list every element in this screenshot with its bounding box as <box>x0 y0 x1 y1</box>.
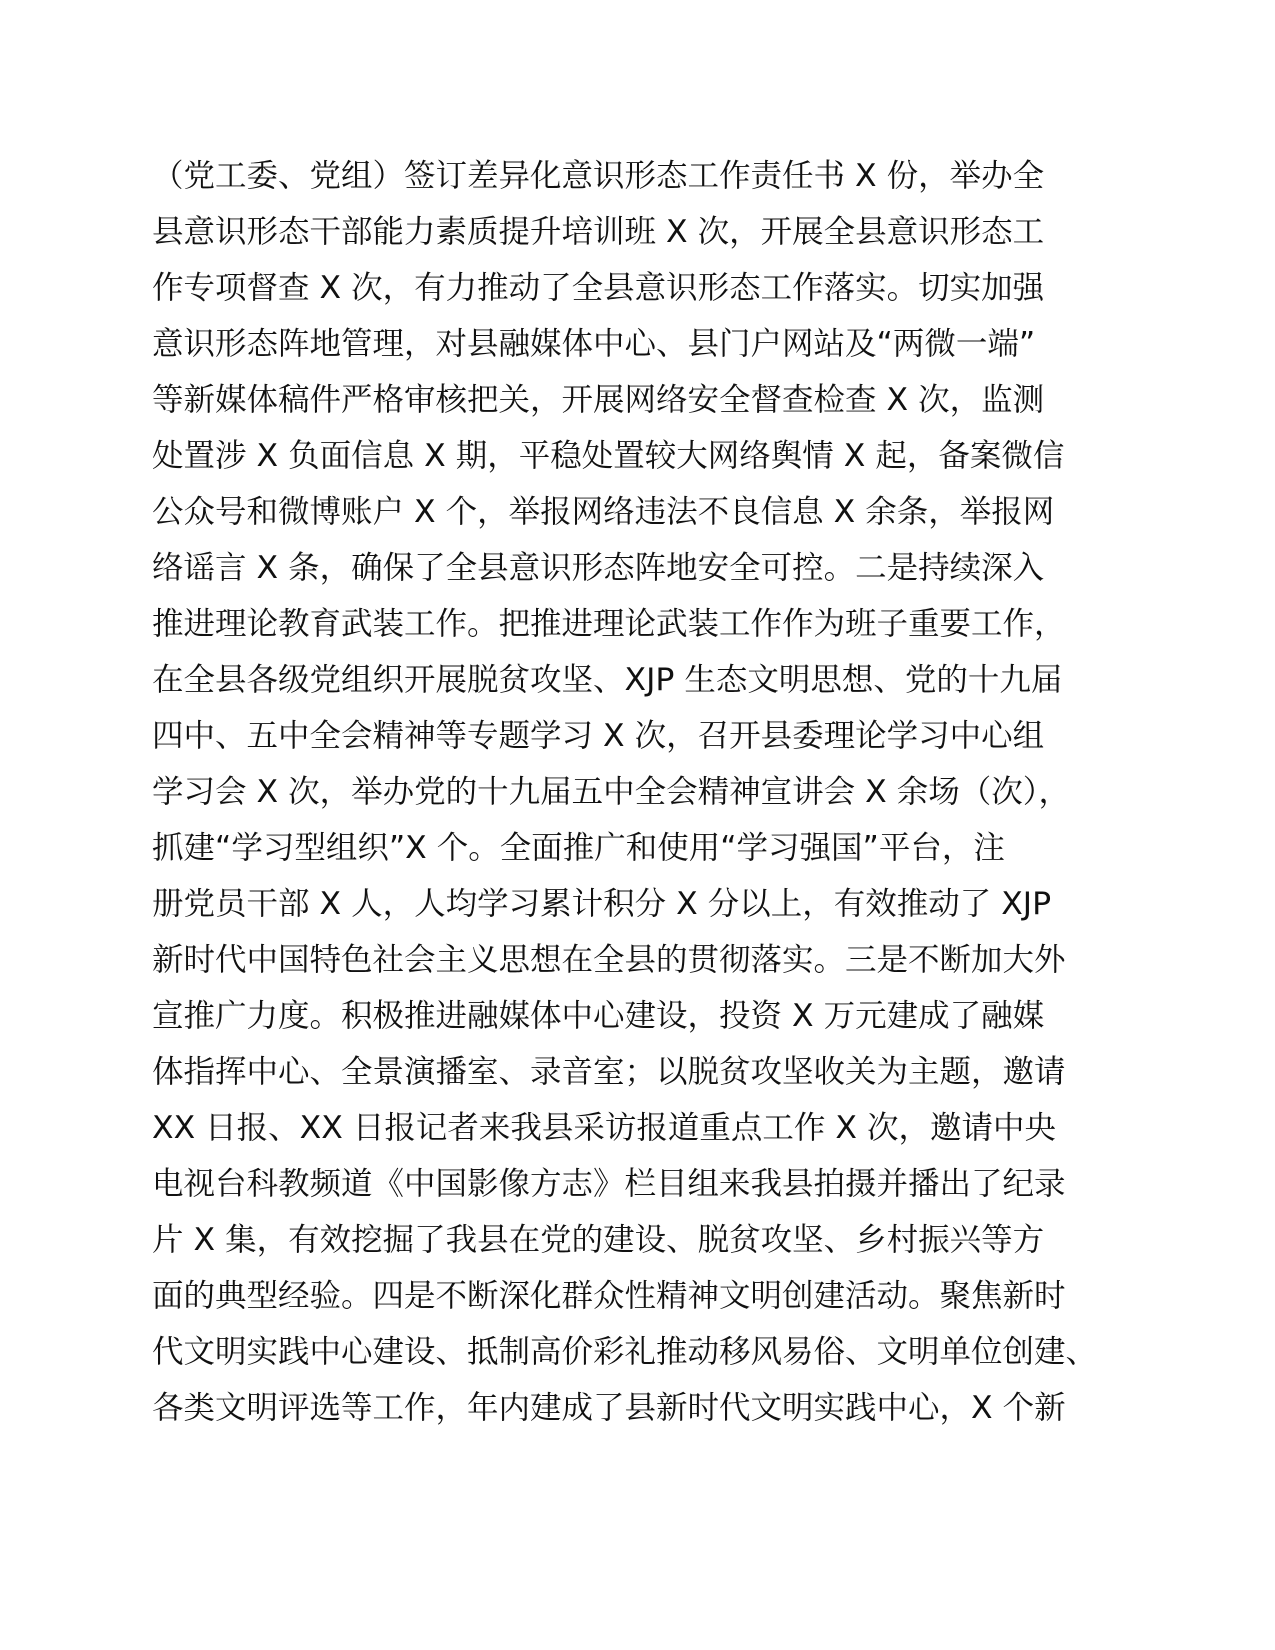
text-line-20: 片 X 集，有效挖掘了我县在党的建设、脱贫攻坚、乡村振兴等方 <box>152 1222 1045 1258</box>
text-line-10: 在全县各级党组织开展脱贫攻坚、XJP 生态文明思想、党的十九届 <box>152 662 1063 698</box>
text-line-18: XX 日报、XX 日报记者来我县采访报道重点工作 X 次，邀请中央 <box>152 1110 1056 1146</box>
text-line-21: 面的典型经验。四是不断深化群众性精神文明创建活动。聚焦新时 <box>152 1278 1066 1314</box>
text-line-4: 意识形态阵地管理，对县融媒体中心、县门户网站及“两微一端” <box>152 326 1036 362</box>
text-line-5: 等新媒体稿件严格审核把关，开展网络安全督查检查 X 次，监测 <box>152 382 1045 418</box>
text-line-13: 抓建“学习型组织”X 个。全面推广和使用“学习强国”平台，注 <box>152 830 1005 866</box>
text-line-16: 宣推广力度。积极推进融媒体中心建设，投资 X 万元建成了融媒 <box>152 998 1045 1034</box>
body-paragraph <box>152 148 1112 1436</box>
text-line-9: 推进理论教育武装工作。把推进理论武装工作作为班子重要工作， <box>152 606 1066 642</box>
text-line-3: 作专项督查 X 次，有力推动了全县意识形态工作落实。切实加强 <box>152 270 1045 306</box>
text-line-7: 公众号和微博账户 X 个，举报网络违法不良信息 X 余条，举报网 <box>152 494 1055 530</box>
text-line-15: 新时代中国特色社会主义思想在全县的贯彻落实。三是不断加大外 <box>152 942 1066 978</box>
text-line-6: 处置涉 X 负面信息 X 期，平稳处置较大网络舆情 X 起，备案微信 <box>152 438 1065 474</box>
text-line-19: 电视台科教频道《中国影像方志》栏目组来我县拍摄并播出了纪录 <box>152 1166 1066 1202</box>
text-line-11: 四中、五中全会精神等专题学习 X 次，召开县委理论学习中心组 <box>152 718 1045 754</box>
text-line-14: 册党员干部 X 人，人均学习累计积分 X 分以上，有效推动了 XJP <box>152 886 1052 922</box>
text-line-8: 络谣言 X 条，确保了全县意识形态阵地安全可控。二是持续深入 <box>152 550 1045 586</box>
text-line-1: （党工委、党组）签订差异化意识形态工作责任书 X 份，举办全 <box>152 158 1045 194</box>
text-line-2: 县意识形态干部能力素质提升培训班 X 次，开展全县意识形态工 <box>152 214 1045 250</box>
text-line-12: 学习会 X 次，举办党的十九届五中全会精神宣讲会 X 余场（次）， <box>152 774 1070 810</box>
text-line-22: 代文明实践中心建设、抵制高价彩礼推动移风易俗、文明单位创建、 <box>152 1334 1098 1370</box>
text-line-23: 各类文明评选等工作，年内建成了县新时代文明实践中心，X 个新 <box>152 1390 1066 1426</box>
text-line-17: 体指挥中心、全景演播室、录音室；以脱贫攻坚收关为主题，邀请 <box>152 1054 1066 1090</box>
